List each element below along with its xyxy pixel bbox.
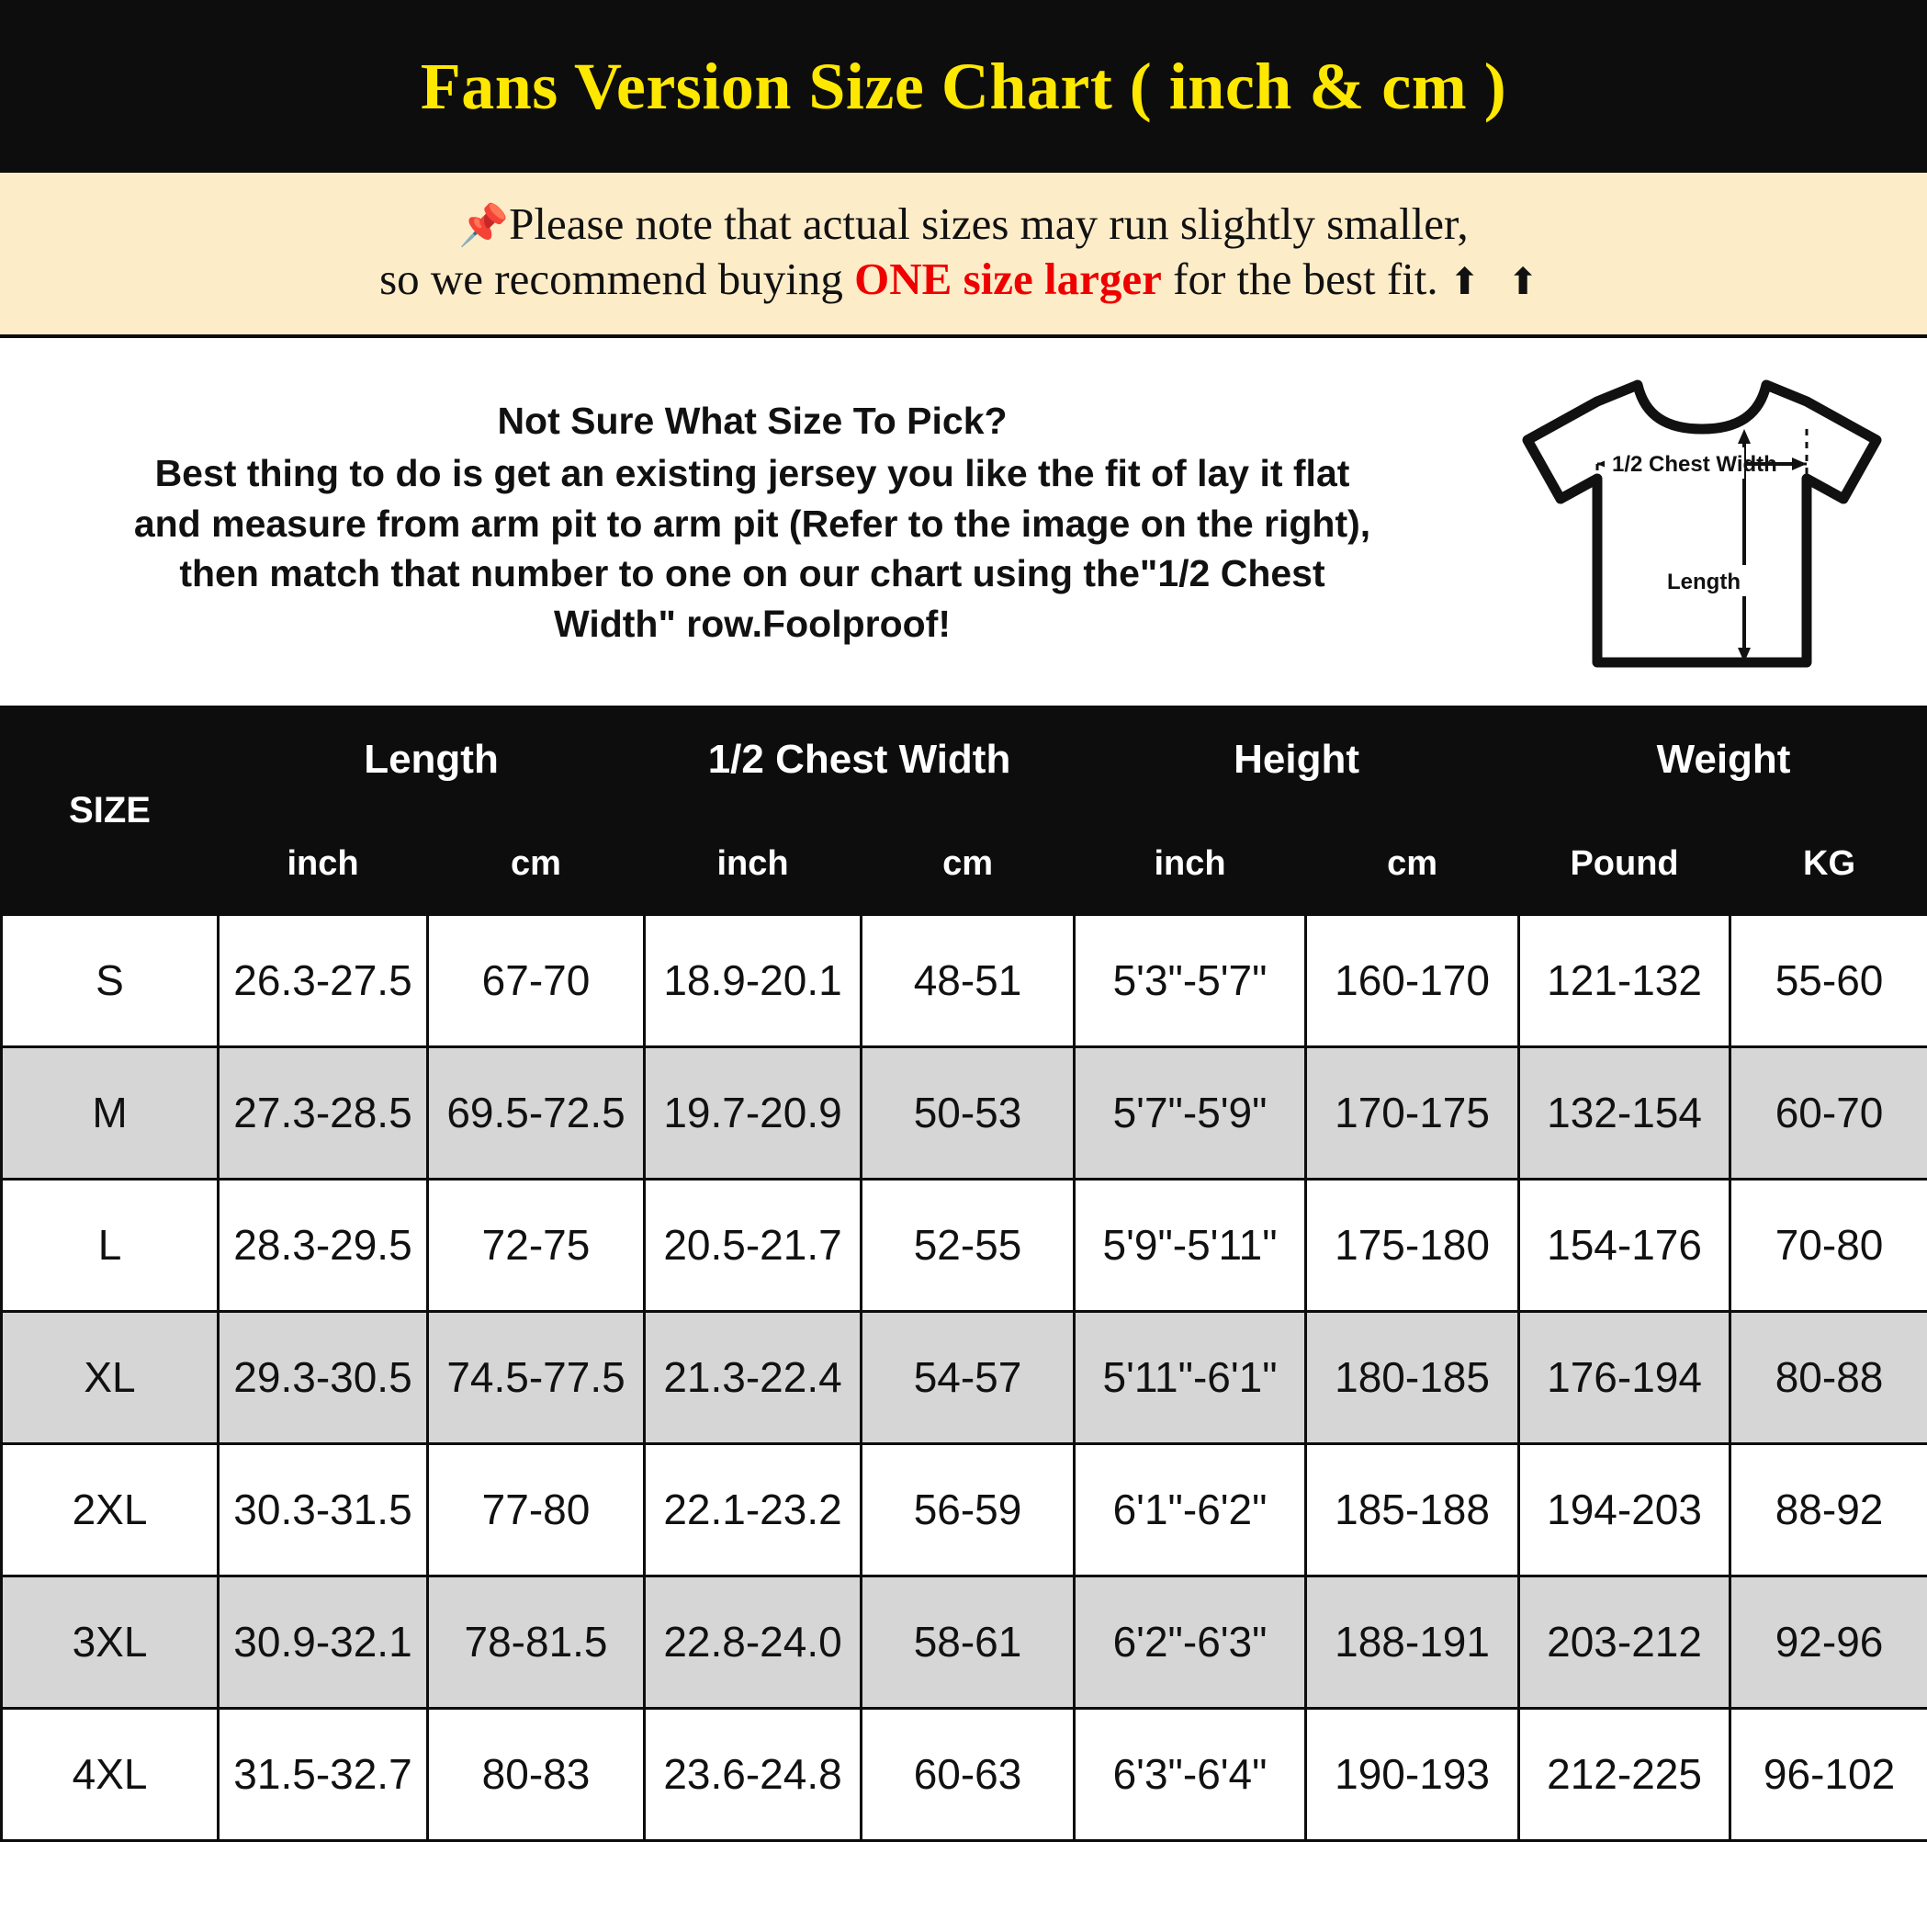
page-title: Fans Version Size Chart ( inch & cm ) (420, 49, 1507, 123)
cell-height-inch: 5'9"-5'11" (1075, 1179, 1306, 1311)
note-highlight: ONE size larger (854, 253, 1162, 304)
cell-weight-pound: 154-176 (1519, 1179, 1730, 1311)
cell-size: 4XL (2, 1708, 219, 1840)
cell-weight-kg: 92-96 (1730, 1576, 1927, 1708)
cell-weight-pound: 176-194 (1519, 1311, 1730, 1443)
column-group-weight: Weight (1519, 706, 1927, 813)
tshirt-measurement-icon (1486, 368, 1918, 681)
table-head (2, 706, 1927, 914)
diagram-chest-label: 1/2 Chest Width (1612, 451, 1777, 477)
advice-section (0, 338, 1927, 706)
cell-length-inch: 29.3-30.5 (219, 1311, 428, 1443)
cell-weight-kg: 88-92 (1730, 1443, 1927, 1576)
cell-chest-cm: 48-51 (862, 914, 1075, 1046)
cell-chest-inch: 21.3-22.4 (645, 1311, 862, 1443)
cell-size: L (2, 1179, 219, 1311)
tshirt-diagram-svg (1509, 368, 1895, 681)
cell-weight-pound: 121-132 (1519, 914, 1730, 1046)
advice-heading: Not Sure What Size To Pick? (497, 400, 1008, 442)
cell-size: S (2, 914, 219, 1046)
cell-height-cm: 180-185 (1306, 1311, 1519, 1443)
cell-size: XL (2, 1311, 219, 1443)
cell-length-inch: 27.3-28.5 (219, 1046, 428, 1179)
diagram-length-label: Length (1667, 569, 1741, 594)
cell-chest-cm: 60-63 (862, 1708, 1075, 1840)
note-line-1 (37, 197, 1890, 252)
cell-size: M (2, 1046, 219, 1179)
cell-chest-inch: 20.5-21.7 (645, 1179, 862, 1311)
cell-height-inch: 5'7"-5'9" (1075, 1046, 1306, 1179)
table-row (2, 1311, 1927, 1443)
cell-height-cm: 160-170 (1306, 914, 1519, 1046)
table-unit-header-row (2, 813, 1927, 914)
cell-chest-cm: 50-53 (862, 1046, 1075, 1179)
cell-height-inch: 5'3"-5'7" (1075, 914, 1306, 1046)
cell-chest-inch: 22.1-23.2 (645, 1443, 862, 1576)
column-group-height: Height (1075, 706, 1519, 813)
table-body (2, 914, 1927, 1840)
cell-weight-kg: 60-70 (1730, 1046, 1927, 1179)
column-group-length: Length (219, 706, 645, 813)
note-text-2b: for the best fit. (1161, 253, 1438, 304)
cell-height-inch: 5'11"-6'1" (1075, 1311, 1306, 1443)
advice-text-block (9, 400, 1486, 649)
cell-weight-kg: 55-60 (1730, 914, 1927, 1046)
note-text-2a: so we recommend buying (379, 253, 855, 304)
column-group-chest-width: 1/2 Chest Width (645, 706, 1075, 813)
size-chart-table (0, 706, 1927, 1842)
cell-height-cm: 170-175 (1306, 1046, 1519, 1179)
cell-height-cm: 175-180 (1306, 1179, 1519, 1311)
column-header-height-inch: inch (1075, 813, 1306, 914)
cell-height-cm: 190-193 (1306, 1708, 1519, 1840)
cell-chest-inch: 23.6-24.8 (645, 1708, 862, 1840)
cell-height-cm: 188-191 (1306, 1576, 1519, 1708)
column-header-length-inch: inch (219, 813, 428, 914)
cell-length-cm: 78-81.5 (428, 1576, 645, 1708)
chart-title-bar (0, 0, 1927, 173)
pushpin-icon: 📌 (458, 203, 510, 248)
note-line-2 (37, 252, 1890, 307)
cell-chest-inch: 19.7-20.9 (645, 1046, 862, 1179)
cell-height-inch: 6'2"-6'3" (1075, 1576, 1306, 1708)
column-header-size: SIZE (2, 706, 219, 914)
column-header-chest-inch: inch (645, 813, 862, 914)
cell-chest-cm: 54-57 (862, 1311, 1075, 1443)
table-group-header-row (2, 706, 1927, 813)
cell-length-cm: 67-70 (428, 914, 645, 1046)
advice-line-3: then match that number to one on our chart using the"1/2 Chest (179, 552, 1325, 595)
cell-length-inch: 30.9-32.1 (219, 1576, 428, 1708)
table-row (2, 1708, 1927, 1840)
cell-length-cm: 80-83 (428, 1708, 645, 1840)
cell-length-cm: 77-80 (428, 1443, 645, 1576)
table-row (2, 1179, 1927, 1311)
cell-length-cm: 74.5-77.5 (428, 1311, 645, 1443)
cell-length-cm: 72-75 (428, 1179, 645, 1311)
cell-size: 2XL (2, 1443, 219, 1576)
column-header-weight-kg: KG (1730, 813, 1927, 914)
advice-line-4: Width" row.Foolproof! (554, 602, 951, 645)
column-header-height-cm: cm (1306, 813, 1519, 914)
cell-weight-pound: 203-212 (1519, 1576, 1730, 1708)
cell-weight-kg: 70-80 (1730, 1179, 1927, 1311)
cell-height-cm: 185-188 (1306, 1443, 1519, 1576)
cell-height-inch: 6'3"-6'4" (1075, 1708, 1306, 1840)
table-row (2, 1443, 1927, 1576)
cell-chest-cm: 58-61 (862, 1576, 1075, 1708)
cell-length-inch: 26.3-27.5 (219, 914, 428, 1046)
cell-length-inch: 28.3-29.5 (219, 1179, 428, 1311)
cell-weight-pound: 194-203 (1519, 1443, 1730, 1576)
cell-chest-cm: 52-55 (862, 1179, 1075, 1311)
cell-length-inch: 30.3-31.5 (219, 1443, 428, 1576)
column-header-length-cm: cm (428, 813, 645, 914)
cell-chest-inch: 18.9-20.1 (645, 914, 862, 1046)
table-row (2, 1576, 1927, 1708)
table-row (2, 1046, 1927, 1179)
cell-chest-cm: 56-59 (862, 1443, 1075, 1576)
note-band (0, 173, 1927, 338)
cell-weight-pound: 212-225 (1519, 1708, 1730, 1840)
column-header-weight-pound: Pound (1519, 813, 1730, 914)
cell-length-cm: 69.5-72.5 (428, 1046, 645, 1179)
up-arrows-icon: ⬆ ⬆ (1448, 260, 1548, 302)
cell-chest-inch: 22.8-24.0 (645, 1576, 862, 1708)
cell-weight-pound: 132-154 (1519, 1046, 1730, 1179)
note-text-1: Please note that actual sizes may run slightly smaller, (509, 198, 1469, 249)
cell-weight-kg: 96-102 (1730, 1708, 1927, 1840)
cell-weight-kg: 80-88 (1730, 1311, 1927, 1443)
advice-line-1: Best thing to do is get an existing jersey you like the fit of lay it flat (154, 452, 1350, 494)
cell-size: 3XL (2, 1576, 219, 1708)
cell-height-inch: 6'1"-6'2" (1075, 1443, 1306, 1576)
table-row (2, 914, 1927, 1046)
column-header-chest-cm: cm (862, 813, 1075, 914)
advice-line-2: and measure from arm pit to arm pit (Refer to the image on the right), (133, 502, 1371, 545)
cell-length-inch: 31.5-32.7 (219, 1708, 428, 1840)
